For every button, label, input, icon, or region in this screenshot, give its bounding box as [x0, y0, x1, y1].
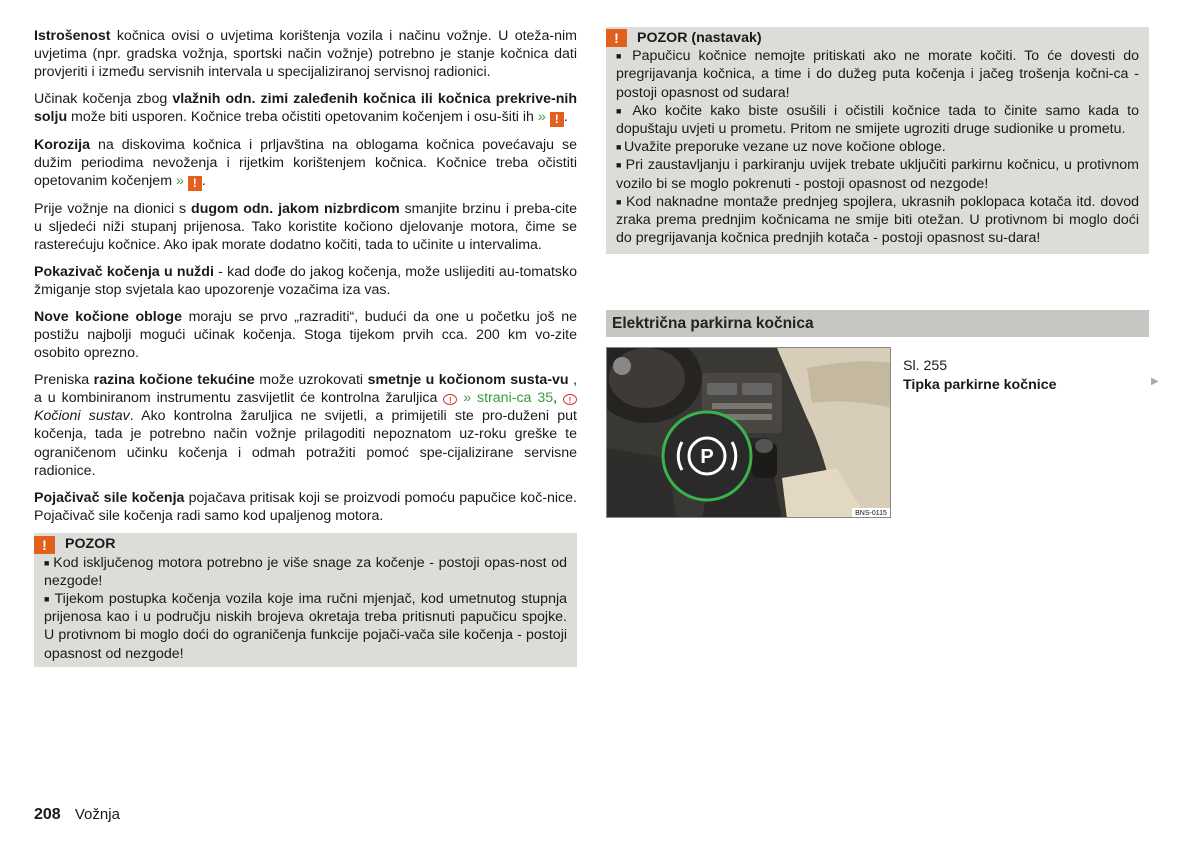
warning-list — [44, 554, 567, 663]
warning-ref-link[interactable]: » — [537, 109, 546, 126]
term-booster: Pojačivač sile kočenja — [34, 489, 185, 506]
figure-parking-brake — [606, 347, 891, 518]
paragraph-booster — [34, 489, 577, 525]
text: Preniska — [34, 371, 94, 388]
warning-header — [34, 535, 567, 553]
warning-ref-link[interactable]: » — [175, 173, 184, 190]
text: . Ako kontrolna žaruljica ne svijetli, a primijetili ste pro-duženi put kočenja, tada je potrebno način vožnje prilagoditi nepoznatom uz-roku greške te ograničenom učinku kočenja i odmah potražiti pomoć spe-cijalizirane servisne radionice. — [34, 408, 577, 479]
text: može uzrokovati — [254, 371, 368, 388]
term-wet-brakes: vlažnih odn. zimi zaleđenih kočnica ili kočnica prekrive-nih solju — [34, 91, 577, 126]
warning-box-continued — [606, 27, 1149, 254]
list-item: ■ Uvažite preporuke vezane uz nove kočione obloge. — [616, 138, 1139, 156]
brake-warning-lamp-icon: ! — [563, 394, 577, 405]
paragraph-wear — [34, 27, 577, 82]
text: moraju se prvo „razraditi“, budući da one u početku još ne postižu najbolji mogući učinak kočenja. Stoga tijekom prvih cca. 200 km vo-zite osobito oprezno. — [34, 308, 578, 362]
page-link[interactable]: » strani-ca 35 — [463, 390, 554, 407]
list-item: ■ Pri zaustavljanju i parkiranju uvijek trebate uključiti parkirnu kočnicu, u protivnom vozilo bi se moglo pokrenuti - postoji opasnost od nezgode! — [616, 156, 1139, 192]
exclamation-warning-icon: ! — [550, 112, 564, 127]
list-item: ■ Kod naknadne montaže prednjeg spojlera, ukrasnih poklopaca kotača itd. dovod zraka prema prednjim kočnicama ne smije biti otežan. U protivnom bi moglo doći do pregrijavanja kočnica prednjih kotača - postoji opasnost su-dara! — [616, 193, 1139, 248]
text: pojačava pritisak koji se proizvodi pomoću papučice koč-nice. Pojačivač sile kočenja radi samo kod upaljenog motora. — [34, 489, 577, 524]
exclamation-warning-icon: ! — [34, 536, 55, 554]
figure-code: BNS-0115 — [855, 510, 887, 517]
list-item: ■ Kod isključenog motora potrebno je više snage za kočenje - postoji opas-nost od nezgode! — [44, 554, 567, 590]
term-corrosion: Korozija — [34, 136, 90, 153]
term-fluid-level: razina kočione tekućine — [93, 371, 255, 388]
list-item: ■ Papučicu kočnice nemojte pritiskati ako ne morate kočiti. To će dovesti do pregrijavanja kočnica, a time i do dužeg puta kočenja i jačeg trošenja kočni-ca - postoji opasnost od sudara! — [616, 47, 1139, 102]
term-downhill: dugom odn. jakom nizbrdicom — [191, 200, 400, 217]
term-brake-faults: smetnje u kočionom susta-vu — [367, 371, 569, 388]
text: Prije vožnje na dionici s — [34, 200, 192, 217]
warning-box — [34, 533, 577, 666]
text: , a u kombiniranom instrumentu zasvijetlit će kontrolna žaruljica — [34, 371, 578, 407]
paragraph-emergency-brake — [34, 263, 577, 299]
term-emergency-brake: Pokazivač kočenja u nuždi — [34, 263, 214, 280]
warning-title: POZOR (nastavak) — [637, 30, 762, 46]
list-item: ■ Ako kočite kako biste osušili i očistili kočnice tada to činite samo kada to dopuštaju uvjeti u prometu. Pritom ne smijete ugroziti druge sudionike u prometu. — [616, 102, 1139, 138]
parking-brake-p-label: P — [700, 446, 714, 468]
figure-number: Sl. 255 — [903, 358, 948, 374]
text: , — [553, 390, 563, 407]
list-item: ■ Tijekom postupka kočenja vozila koje ima ručni mjenjač, kod umetnutog stupnja prijenosa kao i u području niskih brojeva okretaja treba pritisnuti papučicu spojke. U protivnom bi moglo doći do ograničenja funkcije pojači-vača sile kočenja - postoji opasnost od nezgode! — [44, 590, 567, 663]
warning-list — [616, 47, 1139, 247]
car-interior-illustration — [607, 348, 891, 518]
next-page-arrow-icon: ▶ — [1151, 376, 1159, 387]
paragraph-brake-fluid — [34, 371, 577, 480]
footer-section: Vožnja — [74, 806, 120, 823]
text: . — [563, 109, 568, 126]
term-wear: Istrošenost — [34, 28, 111, 44]
term-new-pads: Nove kočione obloge — [34, 308, 182, 325]
left-column — [34, 27, 577, 667]
paragraph-downhill — [34, 200, 577, 255]
right-column — [606, 27, 1149, 254]
text: Učinak kočenja zbog — [34, 91, 173, 108]
term-brake-system: Kočioni sustav — [34, 408, 130, 425]
text: kočnica ovisi o uvjetima korištenja vozila i načinu vožnje. U oteža-nim uvjetima (npr. gradska vožnja, sportski način vožnje) potrebno je stanje kočnica dati provjeriti i između servisnih intervala u specijaliziranoj servisnoj radionici. — [34, 28, 577, 81]
text: smanjite brzinu i preba-cite u sljedeći niži stupanj prijenosa. Tako koristite kočiono djelovanje motora, čime se rasterećuju kočnice. Ako ipak morate dodatno kočiti, tada to učinite u intervalima. — [34, 200, 577, 254]
figure-caption — [903, 357, 1057, 394]
exclamation-warning-icon: ! — [606, 29, 627, 47]
text: - kad dođe do jakog kočenja, može uslijediti au-tomatsko žmiganje stop svjetala kao upozorenje vozačima iza vas. — [34, 263, 578, 299]
figure-caption-text: Tipka parkirne kočnice — [903, 376, 1057, 393]
brake-warning-lamp-icon: ! — [443, 394, 457, 405]
warning-header — [606, 29, 1139, 47]
text: na diskovima kočnica i prljavština na oblogama kočnica povećavaju se dužim periodima nevoženja i rijetkim korištenjem kočnica. Kočnice treba očistiti opetovanim kočenjem — [34, 136, 577, 190]
page-number: 208 — [34, 806, 61, 823]
paragraph-wet-brakes — [34, 90, 577, 127]
exclamation-warning-icon: ! — [188, 176, 202, 191]
warning-title: POZOR — [65, 536, 116, 553]
paragraph-corrosion — [34, 136, 577, 191]
paragraph-new-pads — [34, 308, 577, 363]
text: može biti usporen. Kočnice treba očistiti opetovanim kočenjem i osu-šiti ih — [67, 109, 538, 126]
text: . — [201, 173, 206, 190]
page-footer — [34, 806, 120, 824]
section-title: Električna parkirna kočnica — [606, 310, 1149, 337]
